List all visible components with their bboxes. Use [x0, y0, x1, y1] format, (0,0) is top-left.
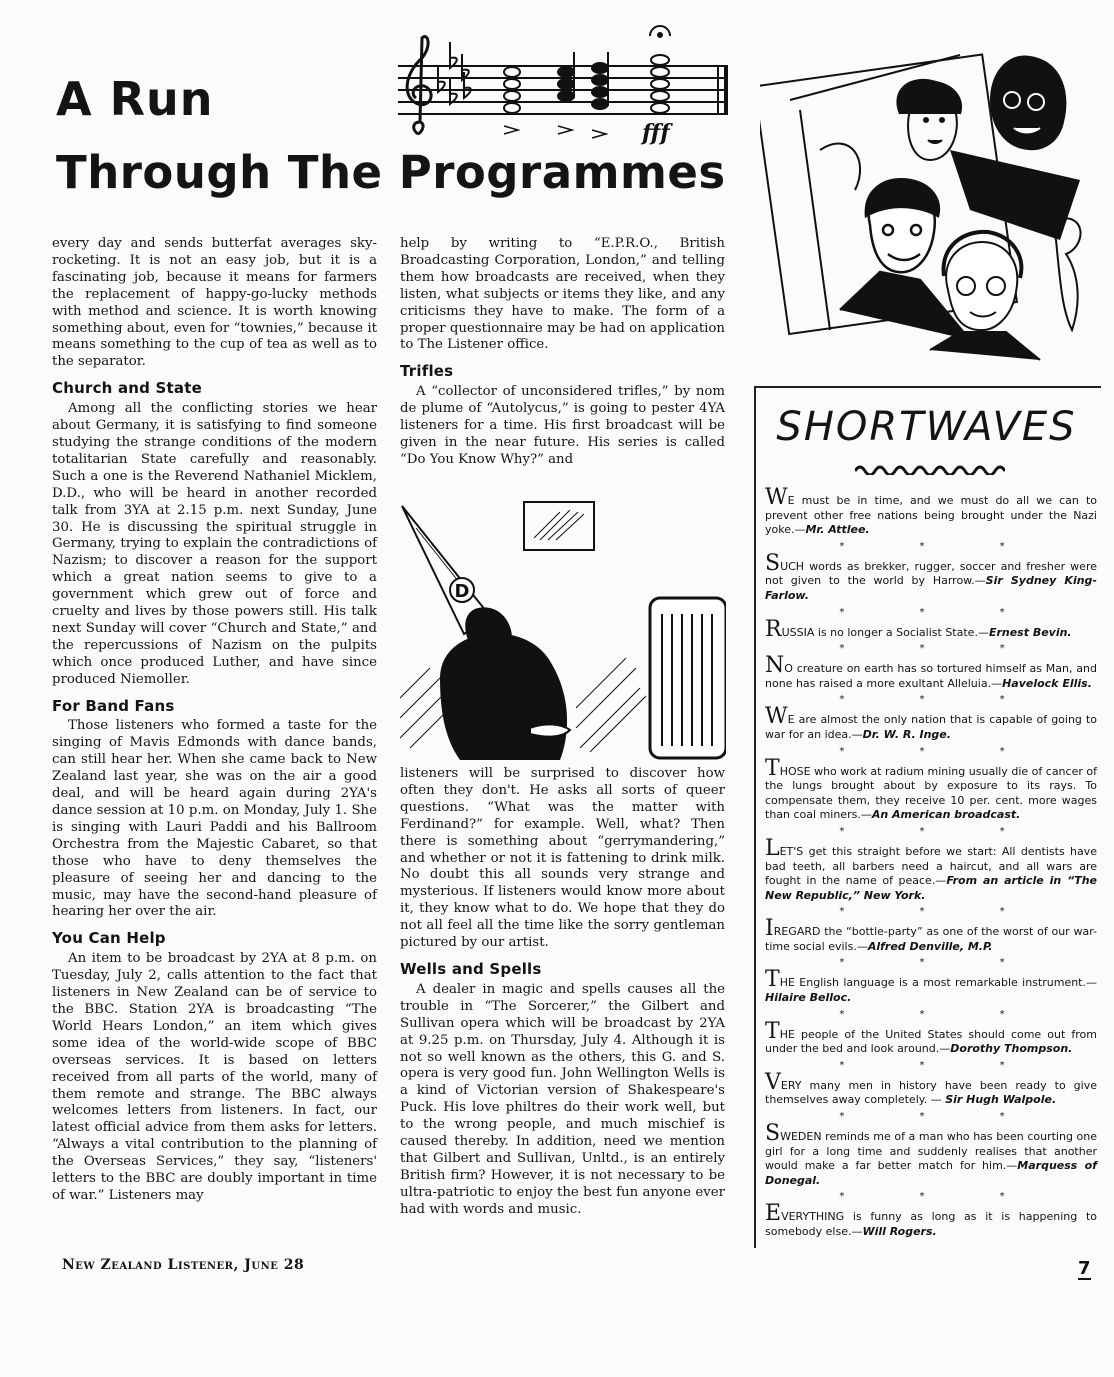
- page-number: 7: [1078, 1258, 1091, 1279]
- article-column-middle-bottom: [400, 766, 725, 1219]
- quote-attribution: Alfred Denville, M.P.: [867, 939, 993, 953]
- quote-lead-word: REGARD: [773, 925, 821, 939]
- quote-lead-word: E: [787, 494, 795, 507]
- intro-paragraph: every day and sends butterfat averages sky-rocketing. It is not an easy job, but it is a fascinating job, because it means for farmers the replacement of happy-go-lucky methods with method and science. It is worth knowing something about, even for “townies,” because it means something to the cup of tea as well as to the separator.: [52, 236, 377, 370]
- heading-you-can-help: You Can Help: [52, 929, 166, 948]
- quote-lead-word: HE: [779, 976, 795, 990]
- quote-attribution: Marquess of Donegal.: [765, 1159, 1097, 1187]
- shortwave-quote: [765, 1069, 1097, 1108]
- star-separator: * * *: [839, 1008, 1041, 1020]
- quote-lead-word: UCH: [780, 559, 805, 573]
- quote-lead-word: HE: [779, 1027, 795, 1041]
- church-and-state-paragraph: Among all the conflicting stories we hear about Germany, it is satisfying to find someone studying the strange conditions of the modern totalitarian State carefully and reasonably. Such a one is the Reverend Nathaniel Micklem, D.D., who will be heard in another recorded talk from 3YA at 2.15 p.m. next Sunday, June 30. He is discussing the spiritual struggle in Germany, trying to explain the contradictions of Nazism; to discover a reason for the support which a great nation seems to give to a government which grew out of force and cruelty and lives by those powers still. His talk next Sunday will cover “Church and State,” and the repercussions of Nazism on the pulpits which once produced Luther, and have since produced Niemoller.: [52, 401, 377, 687]
- shortwave-quote: [765, 1121, 1097, 1188]
- chord-notes: [504, 26, 670, 113]
- trifles-continued-paragraph: listeners will be surprised to discover how often they don't. He asks all sorts of queer questions. “What was the matter with Ferdinand?” for example. Well, what? Then there is something about “gerrymandering,” and whether or not it is fattening to drink milk. No doubt this all sounds very strange and mysterious. If listeners would know more about it, they know what to do. We hope that they do not all feel all the time like the sorry gentleman pictured by our artist.: [400, 766, 725, 951]
- star-separator: * * *: [839, 643, 1041, 655]
- quote-text: reminds me of a man who has been courting one girl for a long time and suddenly realises that another would make a far better match for him.—: [765, 1130, 1097, 1173]
- music-staff-illustration: [392, 22, 732, 152]
- quote-attribution: Havelock Ellis.: [1002, 676, 1092, 690]
- quote-text: the “bottle-party” as one of the worst of our war-time social evils.—: [765, 925, 1097, 953]
- star-separator: * * *: [839, 957, 1041, 969]
- wells-and-spells-paragraph: A dealer in magic and spells causes all the trouble in “The Sorcerer,” the Gilbert and Sullivan opera which will be broadcast by 2YA at 9.25 p.m. on Thursday, July 4. Although it is not so well known as the others, this G. and S. opera is very good fun. John Wellington Wells is a kind of Victorian version of Shakespeare's Puck. His love philtres do their work well, but to the wrong people, and much mischief is caused thereby. In addition, need we mention that Gilbert and Sullivan, Unltd., is an entirely British firm? However, it is not necessary to be ultra-patriotic to enjoy the best fun anyone ever had with words and music.: [400, 981, 725, 1217]
- quote-lead-word: WEDEN: [780, 1130, 822, 1144]
- help-continued-paragraph: help by writing to “E.P.R.O., British Broadcasting Corporation, London,” and telling them how broadcasts are received, when they listen, what subjects or items they like, and any criticisms they have to make. The form of a proper questionnaire may be had on application to The Listener office.: [400, 236, 725, 353]
- shortwaves-title: SHORTWAVES: [776, 404, 1077, 450]
- drop-initial: V: [765, 1069, 781, 1095]
- drop-initial: R: [765, 616, 782, 642]
- heading-trifles: Trifles: [400, 362, 454, 381]
- shortwave-quote: [765, 967, 1097, 1005]
- star-separator: * * *: [839, 606, 1041, 618]
- you-can-help-paragraph: An item to be broadcast by 2YA at 8 p.m. on Tuesday, July 2, calls attention to the fact that listeners in New Zealand can be of service to the BBC. Station 2YA is broadcasting “The World Hears London,” an item which gives some idea of the world-wide scope of BBC overseas services. It is based on letters received from all parts of the world, many of them remote and strange. The BBC always welcomes letters from listeners. In fact, our latest official advice from them asks for letters. “Always a vital contribution to the planning of the Overseas Services,” they say, “listeners' letters to the BBC are doubly important in time of war.” Listeners may: [52, 951, 377, 1203]
- quote-text: English language is a most remarkable instrument.—: [794, 976, 1097, 990]
- bald-man-caricature: [950, 55, 1080, 240]
- sorry-gentleman-figure: [440, 607, 570, 760]
- publication-footer: New Zealand Listener, June 28: [62, 1257, 305, 1273]
- quote-attribution: Sir Sydney King-Farlow.: [765, 574, 1097, 602]
- drop-initial: L: [765, 835, 780, 861]
- drop-initial: N: [765, 653, 785, 679]
- heading-for-band-fans: For Band Fans: [52, 696, 175, 715]
- drop-initial: S: [765, 550, 781, 576]
- wall-picture-hatching: [534, 510, 584, 540]
- quote-attribution: Will Rogers.: [862, 1225, 937, 1238]
- quote-attribution: Dorothy Thompson.: [950, 1042, 1073, 1056]
- quote-text: is funny as long as it is happening to somebody else.—: [765, 1210, 1097, 1238]
- quote-text: are almost the only nation that is capable of going to war for an idea.—: [765, 713, 1097, 741]
- quote-attribution: From an article in “The New Republic,” New York.: [765, 874, 1097, 902]
- shortwaves-quotes-list: [765, 485, 1097, 1244]
- headline-line-2: Through The Programmes: [56, 146, 726, 199]
- quote-lead-word: VERYTHING: [781, 1210, 845, 1224]
- star-separator: * * *: [839, 694, 1041, 706]
- quote-text: creature on earth has so tortured himself as Man, and none has raised a more exultant Alleluia.—: [765, 662, 1097, 690]
- quote-attribution: Mr. Attlee.: [805, 523, 870, 537]
- article-column-middle-top: [400, 236, 725, 469]
- wave-ornament: [855, 461, 1005, 475]
- shortwave-quote: [765, 485, 1097, 538]
- star-separator: * * *: [839, 825, 1041, 837]
- shortwave-quote: [765, 616, 1097, 642]
- quote-text: get this straight before we start: All dentists have bad teeth, all barbers need a haircut, and all wars are fought in the name of peace.—: [765, 844, 1097, 888]
- band-fans-paragraph: Those listeners who formed a taste for the singing of Mavis Edmonds with dance bands, can still hear her. When she came back to New Zealand last year, she was on the air a good deal, and will be heard again during 2YA's dance session at 10 p.m. on Monday, July 1. She is singing with Lauri Paddi and his Ballroom Orchestra from the Majestic Cabaret, so that those who have to deny themselves the pleasure of seeing her and dancing to the music, may have the second-hand pleasure of hearing her over the air.: [52, 718, 377, 920]
- flat-signs: [438, 42, 471, 104]
- quote-attribution: Ernest Bevin.: [988, 625, 1072, 639]
- drop-initial: T: [765, 755, 780, 781]
- drop-initial: T: [765, 1018, 780, 1044]
- quote-lead-word: USSIA: [781, 625, 815, 639]
- quote-attribution: Hilaire Belloc.: [765, 991, 852, 1005]
- shortwave-quote: [765, 1201, 1097, 1239]
- older-woman-caricature: [930, 232, 1040, 360]
- star-separator: * * *: [839, 906, 1041, 918]
- star-separator: * * *: [839, 1111, 1041, 1123]
- drop-initial: S: [765, 1121, 781, 1147]
- star-separator: * * *: [839, 745, 1041, 757]
- headline-line-1: A Run: [56, 72, 214, 126]
- shortwave-quote: [765, 550, 1097, 604]
- quote-text: many men in history have been ready to give themselves away completely. —: [765, 1078, 1097, 1107]
- shortwave-quote: [765, 1018, 1097, 1057]
- quote-text: words as brekker, rugger, soccer and fresher were not given to the world by Harrow.—: [765, 559, 1097, 588]
- quote-lead-word: ERY: [780, 1078, 802, 1092]
- shortwave-quote: [765, 653, 1097, 691]
- quote-attribution: Dr. W. R. Inge.: [862, 727, 951, 741]
- shortwave-quote: [765, 916, 1097, 954]
- quote-lead-word: E: [787, 713, 795, 727]
- quote-lead-word: ET'S: [779, 844, 804, 858]
- quote-attribution: Sir Hugh Walpole.: [945, 1093, 1057, 1107]
- drop-initial: I: [765, 916, 774, 942]
- drop-initial: T: [765, 967, 780, 993]
- star-separator: * * *: [839, 1191, 1041, 1203]
- accent-marks: [504, 126, 606, 138]
- drop-initial: E: [765, 1201, 782, 1227]
- radio-set: [650, 598, 726, 758]
- article-column-left: [52, 236, 377, 1205]
- heading-church-and-state: Church and State: [52, 379, 202, 398]
- quote-lead-word: O: [784, 662, 793, 676]
- star-separator: * * *: [839, 1059, 1041, 1071]
- shortwave-quote: [765, 755, 1097, 823]
- woman-caricature: [897, 80, 961, 160]
- drop-initial: W: [765, 704, 788, 730]
- quote-text: must be in time, and we must do all we can to prevent other free nations being brought under the Nazi yoke.—: [765, 494, 1097, 537]
- shortwave-quote: [765, 835, 1097, 903]
- dunce-cap-cartoon: [400, 498, 726, 760]
- trifles-paragraph: A “collector of unconsidered trifles,” by nom de plume of “Autolycus,” is going to pester 4YA listeners for a time. His first broadcast will be given in the near future. His series is called “Do You Know Why?” and: [400, 384, 725, 467]
- quote-text: is no longer a Socialist State.—: [814, 625, 989, 639]
- heading-wells-and-spells: Wells and Spells: [400, 959, 542, 978]
- quote-text: who work at radium mining usually die of cancer of the lungs brought about by exposure to its rays. To compensate them, they receive 10 per. cent. more wages than coal miners.—: [765, 764, 1097, 822]
- quote-text: people of the United States should come out from under the bed and look around.—: [765, 1027, 1097, 1056]
- quote-attribution: An American broadcast.: [871, 808, 1021, 822]
- star-separator: * * *: [839, 540, 1041, 552]
- quote-lead-word: HOSE: [779, 764, 811, 778]
- performers-illustration: [760, 10, 1110, 375]
- shortwave-quote: [765, 704, 1097, 742]
- dunce-cap-letter: D: [454, 581, 470, 602]
- drop-initial: W: [765, 485, 788, 510]
- fortississimo-marking: fff: [642, 120, 670, 146]
